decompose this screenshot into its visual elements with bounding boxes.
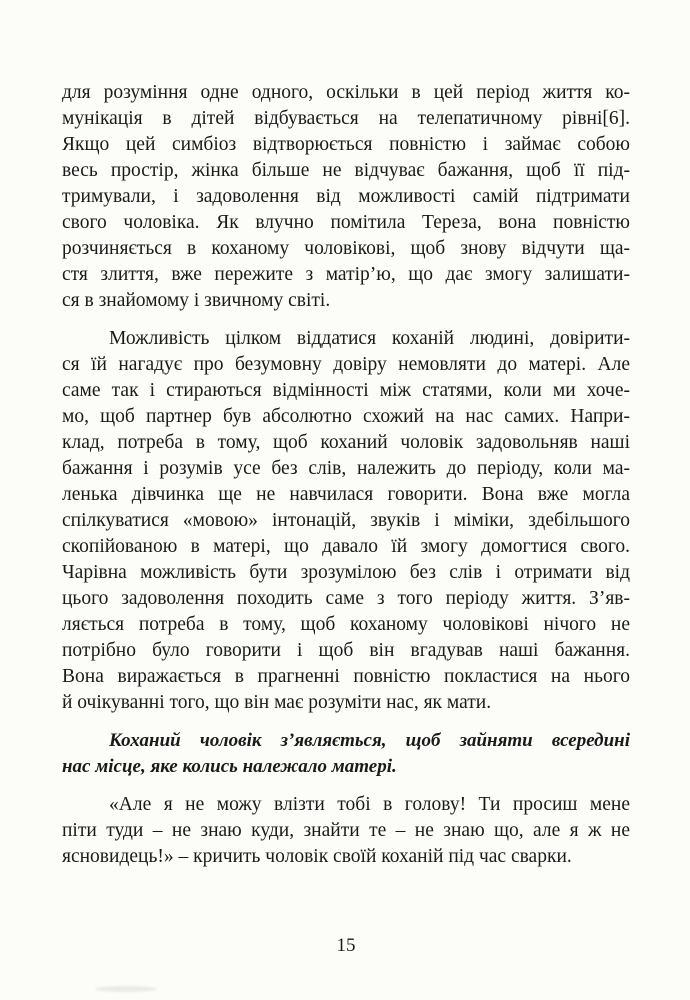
- text-line: клад, потреба в тому, щоб коханий чоловік задовольняв наші: [62, 432, 630, 453]
- text-line: Чарівна можливість бути зрозумілою без слів і отримати від: [62, 562, 630, 583]
- text-line: й очікуванні того, що він має розуміти нас, як мати.: [62, 692, 492, 713]
- text-line: спілкуватися «мовою» інтонацій, звуків і міміки, здебільшого: [62, 510, 630, 531]
- text-line: ясновидець!» – кричить чоловік своїй коханій під час сварки.: [62, 846, 572, 867]
- text-line: Вона виражається в прагненні повністю покластися на нього: [62, 666, 630, 687]
- text-line: свого чоловіка. Як влучно помітила Тереза, вона повністю: [62, 212, 630, 233]
- text-line: мо, щоб партнер був абсолютно схожий на нас самих. Напри-: [62, 406, 630, 427]
- text-line: Можливість цілком віддатися коханій людині, довірити-: [109, 328, 630, 349]
- text-line: тримували, і задоволення від можливості самій підтримати: [62, 186, 630, 207]
- text-line: бажання і розумів усе без слів, належить до періоду, коли ма-: [62, 458, 630, 479]
- text-block: [62, 80, 630, 870]
- text-line: мунікація в дітей відбувається на телепатичному рівні[6].: [62, 108, 630, 129]
- text-line: саме так і стираються відмінності між статями, коли ми хоче-: [62, 380, 630, 401]
- text-line: для розуміння одне одного, оскільки в цей період життя ко-: [62, 82, 630, 103]
- text-line: піти туди – не знаю куди, знайти те – не знаю що, але я ж не: [62, 820, 630, 841]
- text-line: ляється потреба в тому, щоб коханому чоловікові нічого не: [62, 614, 630, 635]
- text-line: Якщо цей симбіоз відтворюється повністю і займає собою: [62, 134, 630, 155]
- text-line: ленька дівчинка ще не навчилася говорити. Вона вже могла: [62, 484, 630, 505]
- text-line: скопійованою в матері, що давало їй змогу домогтися свого.: [62, 536, 630, 557]
- page-number: 15: [336, 935, 356, 956]
- paragraph-emphasis: [62, 728, 630, 780]
- text-line: Коханий чоловік з’являється, щоб зайняти всередині: [109, 730, 630, 751]
- text-line: потрібно було говорити і щоб він вгадував наші бажання.: [62, 640, 630, 661]
- text-line: цього задоволення походить саме з того періоду життя. З’яв-: [62, 588, 630, 609]
- text-line: «Але я не можу влізти тобі в голову! Ти просиш мене: [109, 794, 630, 815]
- text-line: нас місце, яке колись належало матері.: [62, 756, 397, 777]
- text-line: ся в знайомому і звичному світі.: [62, 290, 331, 311]
- paragraph-body: [62, 326, 630, 716]
- paragraph-body: [62, 792, 630, 870]
- scan-artifact: [95, 986, 157, 992]
- paragraph-body: [62, 80, 630, 314]
- text-line: весь простір, жінка більше не відчуває бажання, щоб її під-: [62, 160, 630, 181]
- text-line: розчиняється в коханому чоловікові, щоб знову відчути ща-: [62, 238, 630, 259]
- text-line: стя злиття, вже пережите з матір’ю, що дає змогу залишати-: [62, 264, 630, 285]
- text-line: ся їй нагадує про безумовну довіру немовляти до матері. Але: [62, 354, 630, 375]
